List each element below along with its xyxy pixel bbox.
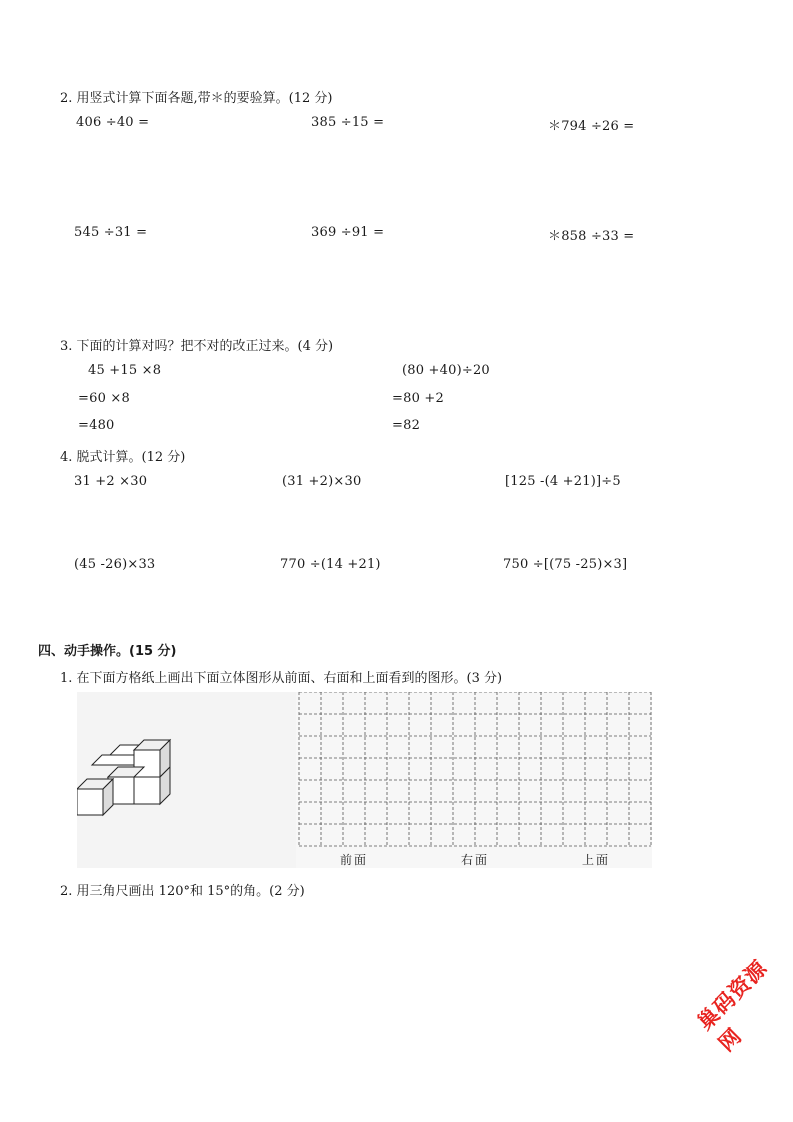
cube-front-face	[134, 777, 160, 804]
q3-left-line-1: 45 +15 ×8	[88, 363, 162, 378]
cube-figure	[77, 692, 297, 868]
q2-item-4: 545 ÷31 =	[74, 225, 148, 240]
cube-drawing	[77, 692, 297, 868]
grid-paper[interactable]	[296, 692, 652, 868]
q3-right-line-1: (80 +40)÷20	[402, 363, 490, 378]
section-4-q1-title: 1. 在下面方格纸上画出下面立体图形从前面、右面和上面看到的图形。(3 分)	[60, 671, 503, 686]
q3-left-line-2: =60 ×8	[78, 391, 130, 406]
q4-item-6: 750 ÷[(75 -25)×3]	[503, 557, 628, 572]
q2-item-6: ＊858 ÷33 =	[548, 229, 635, 244]
q3-title: 3. 下面的计算对吗？把不对的改正过来。(4 分)	[60, 339, 334, 354]
section-4-q2-title: 2. 用三角尺画出 120°和 15°的角。(2 分)	[60, 884, 305, 899]
q3-right-line-2: =80 +2	[392, 391, 444, 406]
q2-title: 2. 用竖式计算下面各题,带＊的要验算。(12 分)	[60, 91, 333, 106]
section-4-heading: 四、动手操作。(15 分)	[38, 644, 177, 659]
q3-right-line-3: =82	[392, 418, 421, 433]
grid-paper-lines	[296, 692, 652, 868]
q3-left-line-3: =480	[78, 418, 115, 433]
q4-title: 4. 脱式计算。(12 分)	[60, 450, 186, 465]
view-label-right: 右面	[461, 853, 490, 867]
q2-item-3: ＊794 ÷26 =	[548, 119, 635, 134]
q2-item-5: 369 ÷91 =	[311, 225, 385, 240]
q2-item-2: 385 ÷15 =	[311, 115, 385, 130]
view-label-front: 前面	[340, 853, 369, 867]
q4-item-4: (45 -26)×33	[74, 557, 156, 572]
watermark-stamp: 巢码资源网	[692, 955, 773, 1057]
q4-item-3: [125 -(4 +21)]÷5	[505, 474, 621, 489]
view-label-top: 上面	[582, 853, 611, 867]
q4-item-5: 770 ÷(14 +21)	[280, 557, 381, 572]
q4-item-1: 31 +2 ×30	[74, 474, 148, 489]
q2-item-1: 406 ÷40 =	[76, 115, 150, 130]
q4-item-2: (31 +2)×30	[282, 474, 362, 489]
cube-front-face	[77, 789, 103, 815]
